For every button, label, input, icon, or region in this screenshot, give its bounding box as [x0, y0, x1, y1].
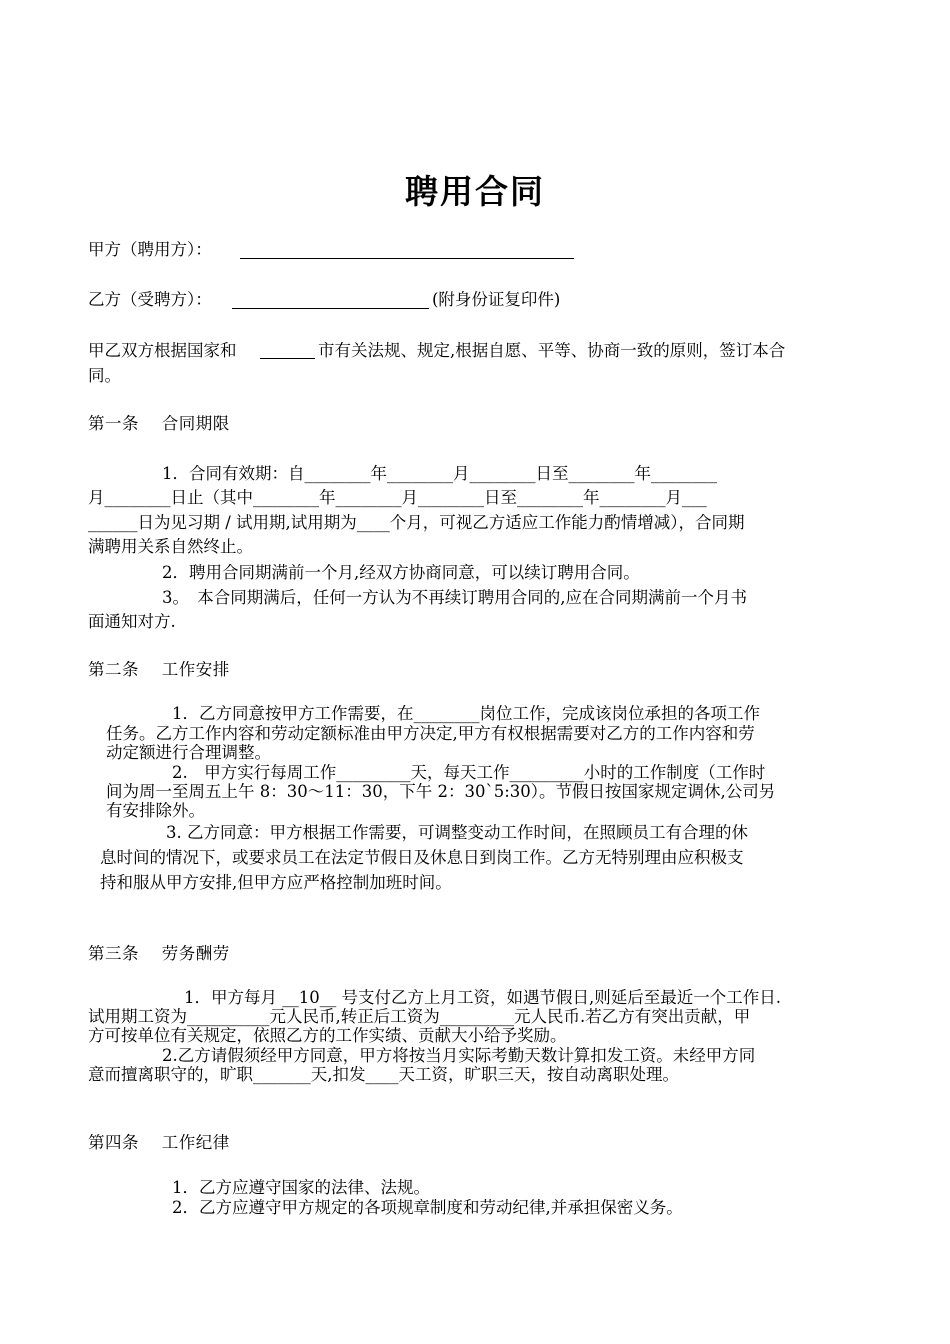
- section-2-line: 2. 甲方实行每周工作_________天，每天工作_________小时的工作制度（工作时: [172, 763, 766, 782]
- intro-text-wrap: 同。: [88, 366, 121, 385]
- section-1-heading: 第一条 合同期限: [88, 414, 230, 433]
- section-2-line: 间为周一至周五上午 8：30～11：30，下午 2：30`5:30）。节假日按国家规定调休,公司另: [106, 782, 776, 801]
- section-1-line: 面通知对方.: [88, 612, 176, 631]
- section-3-heading: 第三条 劳务酬劳: [88, 944, 230, 963]
- section-3-line: 试用期工资为__________元人民币,转正后工资为_________元人民币.若乙方有突出贡献，甲: [88, 1007, 751, 1026]
- section-1-line: 2．聘用合同期满前一个月,经双方协商同意，可以续订聘用合同。: [162, 563, 640, 582]
- intro-text-end: 市有关法规、规定,根据自愿、平等、协商一致的原则，签订本合: [318, 341, 786, 360]
- section-4-line: 1．乙方应遵守国家的法律、法规。: [172, 1178, 430, 1197]
- party-b-note: (附身份证复印件): [432, 290, 561, 309]
- party-b-label: 乙方（受聘方）：: [88, 290, 212, 309]
- section-3-line: 方可按单位有关规定，依照乙方的工作实绩、贡献大小给予奖励。: [88, 1026, 567, 1045]
- section-3-line: 意而擅离职守的，旷职_______天,扣发____天工资，旷职三天，按自动离职处理。: [88, 1065, 679, 1084]
- section-4-heading: 第四条 工作纪律: [88, 1133, 230, 1152]
- section-2-line: 动定额进行合理调整。: [106, 743, 271, 762]
- section-2-line: 息时间的情况下，或要求员工在法定节假日及休息日到岗工作。乙方无特别理由应积极支: [100, 848, 744, 867]
- section-3-line: 2.乙方请假须经甲方同意，甲方将按当月实际考勤天数计算扣发工资。未经甲方同: [162, 1046, 756, 1065]
- section-1-line: 1．合同有效期：自________年________月________日至________年________: [162, 464, 717, 483]
- section-2-line: 有安排除外。: [106, 801, 205, 820]
- section-4-line: 2．乙方应遵守甲方规定的各项规章制度和劳动纪律,并承担保密义务。: [172, 1198, 683, 1217]
- party-a-label: 甲方（聘用方）：: [88, 240, 212, 259]
- section-1-line: 3。 本合同期满后，任何一方认为不再续订聘用合同的,应在合同期满前一个月书: [162, 588, 747, 607]
- party-a-fill-line: [240, 258, 574, 259]
- section-1-line: 满聘用关系自然终止。: [88, 537, 253, 556]
- party-b-fill-line: [232, 308, 429, 309]
- section-2-line: 3. 乙方同意：甲方根据工作需要，可调整变动工作时间，在照顾员工有合理的休: [166, 823, 748, 842]
- section-1-line: ______日为见习期 / 试用期,试用期为____个月，可视乙方适应工作能力酌情增减），合同期: [88, 513, 745, 532]
- section-2-heading: 第二条 工作安排: [88, 660, 230, 679]
- intro-text-start: 甲乙双方根据国家和: [88, 341, 237, 360]
- section-3-line: 1．甲方每月 __10__ 号支付乙方上月工资，如遇节假日,则延后至最近一个工作日.: [184, 988, 781, 1007]
- page-title: 聘用合同: [405, 172, 545, 211]
- section-2-line: 持和服从甲方安排,但甲方应严格控制加班时间。: [100, 873, 452, 892]
- section-1-line: 月________日止（其中________年________月________日至________年________月___: [88, 488, 707, 507]
- section-2-line: 1．乙方同意按甲方工作需要，在________岗位工作，完成该岗位承担的各项工作: [172, 704, 760, 723]
- intro-fill-line: [260, 358, 315, 359]
- section-2-line: 任务。乙方工作内容和劳动定额标准由甲方决定,甲方有权根据需要对乙方的工作内容和劳: [106, 724, 755, 743]
